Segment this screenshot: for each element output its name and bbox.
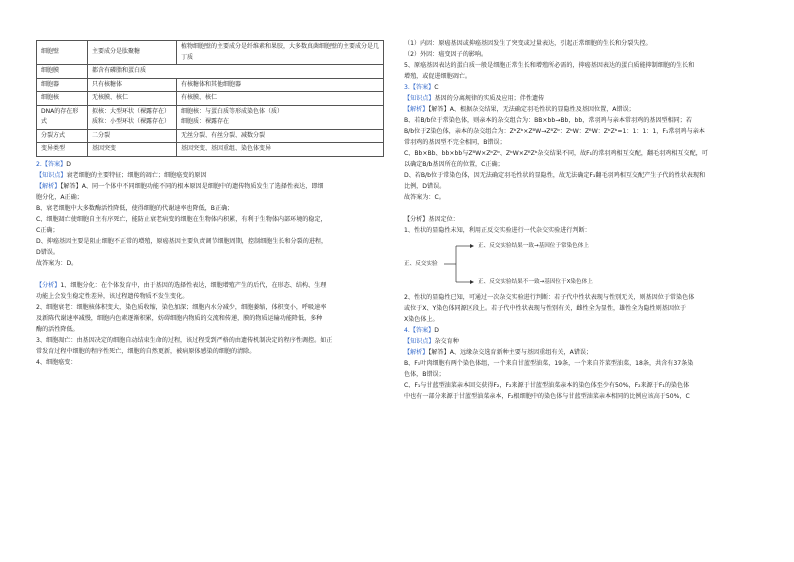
text-line: 【解析】【解答】A、根据杂交结果，无法确定羽毛性状的显隐性及基因位置，A错误； <box>404 106 635 113</box>
table-cell: 细胞核 <box>37 92 88 106</box>
right-column <box>404 38 762 402</box>
text-line: C、Bb×Bb、bb×bb与ZᴮW×ZᵇZᵇ、ZᵇW×ZᴮZᵇ杂交结果不同，故F₁的常羽鸡相互交配，翻毛羽鸡相互交配，可 <box>404 150 708 157</box>
text-line: 功能上会发生稳定性差异，该过程遗传物质不发生变化。 <box>36 292 189 300</box>
text-line: B、衰老细胞中大多数酶活性降低，使得细胞的代谢速率也降低，B正确； <box>36 204 234 212</box>
text-line: 常发育过程中细胞的程序性死亡，细胞的自然更新，被病原体感染的细胞的清除。 <box>36 347 256 355</box>
text-line: 【解析】【解答】A、同一个体中不同细胞功能不同的根本原因是细胞中的遗传物质发生了选择性表达，即细 <box>36 182 324 190</box>
text-line: D、抑癌基因主要是阻止细胞不正常的增殖，原癌基因主要负责调节细胞周期，控制细胞生长和分裂的进程， <box>36 237 328 245</box>
table-cell: 植物细胞壁的主要成分是纤维素和果胶，大多数真菌细胞壁的主要成分是几丁质 <box>177 41 384 65</box>
table-cell: 无丝分裂、有丝分裂、减数分裂 <box>177 129 384 143</box>
left-text-block <box>36 159 388 368</box>
diagram-node: 正、反交实验 <box>404 261 438 267</box>
table-cell: DNA的存在形式 <box>37 105 88 129</box>
text-line: 色体，B错误； <box>404 371 445 378</box>
analysis-intro: 【分析】基因定位： <box>404 216 459 223</box>
section-marker: 4.【答案】 <box>404 327 435 334</box>
analysis-line-1: 1、性状的显隐性未知，利用正反交实验进行一代杂交实验进行判断： <box>404 227 591 234</box>
text-line: 及新陈代谢速率减慢，细胞内色素逐渐积累，妨碍细胞内物质的交流和传递，膜的物质运输功能降低，多种 <box>36 314 323 322</box>
section-marker: 【知识点】 <box>404 95 435 102</box>
table-cell: 只有核糖体 <box>88 78 177 92</box>
text-line: 【知识点】衰老细胞的主要特征；细胞的凋亡；细胞癌变的原因 <box>36 171 207 179</box>
right-text-block <box>404 38 762 203</box>
text-line: B、F₁叶肉细胞有两个染色体组，一个来自甘蓝型油菜，19条，一个来自芥菜型油菜，18条，共含有37条染 <box>404 360 694 367</box>
text-line: 3.【答案】C <box>404 84 439 91</box>
text-line: （2）外因：癌变因子的影响。 <box>404 51 488 58</box>
section-marker: 【知识点】 <box>404 338 435 345</box>
table-cell: 主要成分是肽聚糖 <box>88 41 177 65</box>
table-cell: 分裂方式 <box>37 129 88 143</box>
text-line: 【解析】【解答】A、远缘杂交选育新种主要与基因重组有关，A错误； <box>404 349 593 356</box>
table-row <box>37 92 384 106</box>
text-line: 常羽鸡的基因型不完全相同，B错误； <box>404 139 506 146</box>
section-marker: 【分析】 <box>36 281 61 289</box>
table-row <box>37 41 384 65</box>
section-marker: 3.【答案】 <box>404 84 435 91</box>
text-line: B、若B/b位于常染色体，则亲本的杂交组合为：BB×bb→Bb，bb，常羽鸡与亲本常羽鸡的基因型相同；若 <box>404 117 692 124</box>
text-line: 故答案为：D。 <box>36 259 78 267</box>
text-line: 胞分化，A正确； <box>36 193 83 201</box>
left-column <box>36 0 388 368</box>
text-line: 5、原癌基因表达的蛋白质一般是细胞正常生长和增殖所必需的，抑癌基因表达的蛋白质能抑制细胞的生长和 <box>404 62 695 69</box>
text-line: B/b位于Z染色体，亲本的杂交组合为：ZᵇZᵇ×ZᴮW→ZᴮZᵇ：ZᵇW：ZᴮW：ZᵇZᵇ=1：1：1：1，F₁常羽鸡与亲本 <box>404 128 705 135</box>
text-line: 比例，D错误。 <box>404 183 446 190</box>
diagram-branch-top: 正、反交实验结果一致→基因位于常染色体上 <box>478 243 589 249</box>
text-line: 4.【答案】D <box>404 327 439 334</box>
text-line: 【分析】1、细胞分化：在个体发育中，由于基因的选择性表达，细胞增殖产生的后代，在形态、结构、生理 <box>36 281 327 289</box>
table-cell: 有核糖体和其他细胞器 <box>177 78 384 92</box>
table-row <box>37 129 384 143</box>
text-line: 中也有一部分来源于甘蓝型油菜亲本，F₂根细胞中的染色体与甘蓝型油菜亲本相同的比例应该高于50%，C <box>404 393 690 400</box>
text-line: C、F₁与甘蓝型油菜亲本回交获得F₂，F₂来源于甘蓝型油菜亲本的染色体至少有50%，F₂来源于F₁的染色体 <box>404 382 690 389</box>
table-cell: 拟核：大型环状（裸露存在） 质粒：小型环状（裸露存在） <box>88 105 177 129</box>
text-line: 以确定B/b基因所在的位置，C正确； <box>404 161 504 168</box>
text-line: 【知识点】基因的分离规律的实质及应用；伴性遗传 <box>404 95 545 102</box>
text-line: 2.【答案】D <box>36 160 71 168</box>
text-line: 增殖，或促进细胞凋亡。 <box>404 73 472 80</box>
text-line <box>36 269 388 280</box>
table-cell: 基因突变、基因重组、染色体变异 <box>177 143 384 157</box>
table-cell: 有核膜、核仁 <box>177 92 384 106</box>
table-cell: 二分裂 <box>88 129 177 143</box>
text-line: 4、细胞癌变： <box>36 358 77 366</box>
section-marker: 【解析】 <box>36 182 61 190</box>
cross-diagram <box>404 236 762 292</box>
text-line: 故答案为：C。 <box>404 194 445 201</box>
diagram-branch-bottom: 正、反交实验结果不一致→基因位于X染色体上 <box>478 279 593 285</box>
text-line: 酶的活性降低。 <box>36 325 79 333</box>
table-cell: 基因突变 <box>88 143 177 157</box>
text-line: 3、细胞凋亡：由基因决定的细胞自动结束生命的过程，该过程受到严格的由遗传机制决定的程序性调控。如正 <box>36 336 333 344</box>
table-row <box>37 65 384 79</box>
analysis-text-block <box>404 292 762 402</box>
table-row <box>37 143 384 157</box>
text-line: 或位于X、Y染色体同源区段上。若子代中性状表现与性别有关，雌性全为显性，雄性全为隐性则基因位于 <box>404 305 687 312</box>
table-cell: 都含有磷脂和蛋白质 <box>88 65 384 79</box>
comparison-table <box>36 40 384 157</box>
section-marker: 【知识点】 <box>36 171 67 179</box>
table-cell: 细胞器 <box>37 78 88 92</box>
text-line: D、若B/b位于常染色体，因无法确定羽毛性状的显隐性，故无法确定F₁翻毛羽鸡相互交配产生子代的性状表现和 <box>404 172 706 179</box>
text-line: 2、性状的显隐性已知，可通过一次杂交实验进行判断：若子代中性状表现与性别无关，则基因位于常染色体 <box>404 294 695 301</box>
table-cell: 无核膜、核仁 <box>88 92 177 106</box>
text-line: C、细胞凋亡使细胞自主有序死亡，能防止衰老病变的细胞在生物体内积累，有利于生物体内部环境的稳定， <box>36 215 327 223</box>
text-line: 2、细胞衰老：细胞核体积变大，染色质收缩，染色加深；细胞内水分减少，细胞萎缩，体积变小，呼吸速率 <box>36 303 327 311</box>
section-marker: 【解析】 <box>404 349 429 356</box>
text-line: X染色体上。 <box>404 316 439 323</box>
section-marker: 2.【答案】 <box>36 160 67 168</box>
text-line: C正确； <box>36 226 59 234</box>
section-marker: 【解析】 <box>404 106 429 113</box>
table-row <box>37 105 384 129</box>
table-cell: 细胞膜 <box>37 65 88 79</box>
table-cell: 变异类型 <box>37 143 88 157</box>
table-cell: 细胞壁 <box>37 41 88 65</box>
text-line: 【知识点】杂交育种 <box>404 338 459 345</box>
table-row <box>37 78 384 92</box>
text-line: （1）内因：原癌基因或抑癌基因发生了突变或过量表达，引起正常细胞的生长和分裂失控。 <box>404 40 652 47</box>
text-line: D错误。 <box>36 248 59 256</box>
table-cell: 细胞核：与蛋白质等形成染色体（质） 细胞质：裸露存在 <box>177 105 384 129</box>
